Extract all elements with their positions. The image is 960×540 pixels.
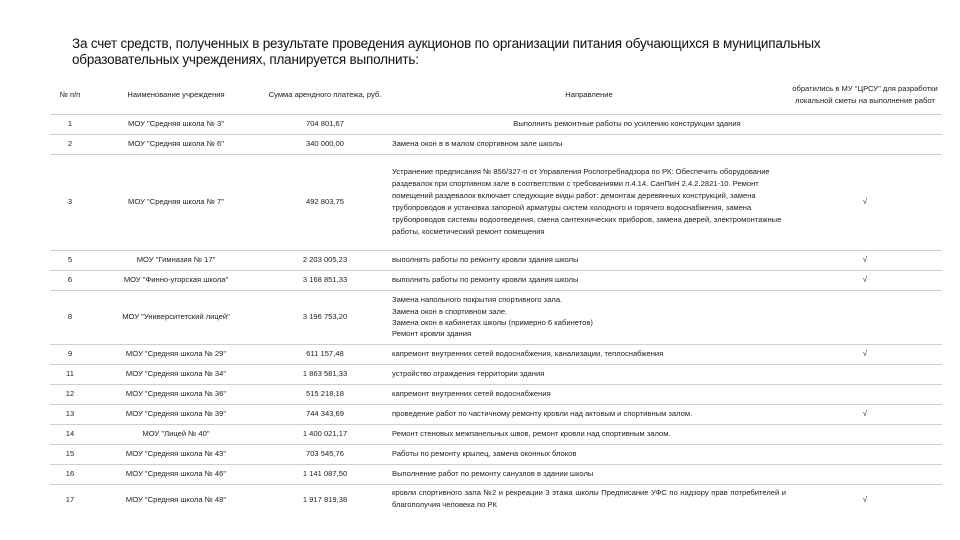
row-direction: Работы по ремонту крылец, замена оконных блоков	[388, 444, 788, 464]
row-num: 15	[50, 444, 90, 464]
row-num: 5	[50, 250, 90, 270]
row-direction: проведение работ по частичному ремонту кровли над актовым и спортивным залом.	[388, 404, 788, 424]
header-name: Наименование учреждения	[90, 76, 262, 114]
row-note: √	[788, 344, 942, 364]
row-note: √	[788, 154, 942, 250]
row-direction: Выполнить ремонтные работы по усилению конструкции здания	[388, 114, 788, 134]
row-name: МОУ "Средняя школа № 6"	[90, 134, 262, 154]
row-num: 8	[50, 290, 90, 344]
table-row	[50, 484, 942, 514]
table-header-row	[50, 76, 942, 114]
row-name: МОУ "Средняя школа № 7"	[90, 154, 262, 250]
row-sum: 1 400 021,17	[262, 424, 388, 444]
table-row	[50, 290, 942, 344]
row-sum: 1 863 581,33	[262, 364, 388, 384]
row-sum: 1 917 819,38	[262, 484, 388, 514]
row-name: МОУ "Средняя школа № 43"	[90, 444, 262, 464]
row-direction: выполнить работы по ремонту кровли здания школы	[388, 250, 788, 270]
row-name: МОУ "Средняя школа № 39"	[90, 404, 262, 424]
row-direction: Замена окон в в малом спортивном зале школы	[388, 134, 788, 154]
row-direction: устройство ограждения территории здания	[388, 364, 788, 384]
row-note	[788, 384, 942, 404]
row-name: МОУ "Средняя школа № 48"	[90, 484, 262, 514]
row-name: МОУ "Средняя школа № 36"	[90, 384, 262, 404]
row-sum: 703 545,76	[262, 444, 388, 464]
row-sum: 340 000,00	[262, 134, 388, 154]
row-sum: 1 141 087,50	[262, 464, 388, 484]
table-row	[50, 114, 942, 134]
row-sum: 3 168 851,33	[262, 270, 388, 290]
row-direction	[388, 290, 788, 344]
row-sum: 2 203 005,23	[262, 250, 388, 270]
row-note	[788, 290, 942, 344]
table-row	[50, 424, 942, 444]
row-num: 2	[50, 134, 90, 154]
row-sum: 515 218,18	[262, 384, 388, 404]
row-num: 17	[50, 484, 90, 514]
row-direction-line: Замена напольного покрытия спортивного зала.	[392, 295, 563, 305]
row-num: 12	[50, 384, 90, 404]
row-num: 6	[50, 270, 90, 290]
table-row	[50, 444, 942, 464]
row-name: МОУ "Средняя школа № 29"	[90, 344, 262, 364]
row-direction: Выполнение работ по ремонту санузлов в здании школы	[388, 464, 788, 484]
row-sum: 611 157,48	[262, 344, 388, 364]
row-num: 11	[50, 364, 90, 384]
row-note	[788, 444, 942, 464]
row-note	[788, 134, 942, 154]
row-direction: кровли спортивного зала №2 и рекреации 3 этажа школы Предписание УФС по надзору прав потребителей и благополучия человека по РК	[388, 484, 788, 514]
row-direction-line: Замена окон в кабинетах школы (примерно 6 кабинетов)	[392, 318, 593, 327]
row-sum: 704 801,67	[262, 114, 388, 134]
row-name: МОУ "Лицей № 40"	[90, 424, 262, 444]
table-row	[50, 404, 942, 424]
page-title: За счет средств, полученных в результате проведения аукционов по организации питания обучающихся в муниципальных образовательных учреждениях, планируется выполнить:	[72, 36, 821, 67]
row-num: 13	[50, 404, 90, 424]
table-row	[50, 134, 942, 154]
table-row	[50, 364, 942, 384]
table-row	[50, 344, 942, 364]
header-sum: Сумма арендного платежа, руб.	[262, 76, 388, 114]
row-num: 14	[50, 424, 90, 444]
works-table	[50, 76, 942, 514]
header-note: обратились в МУ "ЦРСУ" для разработки локальной сметы на выполнение работ	[788, 76, 942, 114]
row-note	[788, 364, 942, 384]
table-row	[50, 250, 942, 270]
row-note: √	[788, 404, 942, 424]
row-name: МОУ "Университетский лицей"	[90, 290, 262, 344]
row-direction-line: Замена окон в спортивном зале.	[392, 306, 508, 316]
row-note	[788, 424, 942, 444]
row-name: МОУ "Средняя школа № 46"	[90, 464, 262, 484]
row-num: 3	[50, 154, 90, 250]
row-note	[788, 464, 942, 484]
row-name: МОУ "Финно-угорская школа"	[90, 270, 262, 290]
header-direction: Направление	[388, 76, 788, 114]
table-row	[50, 384, 942, 404]
row-sum: 3 196 753,20	[262, 290, 388, 344]
row-name: МОУ "Средняя школа № 34"	[90, 364, 262, 384]
row-note: √	[788, 484, 942, 514]
row-sum: 744 343,69	[262, 404, 388, 424]
row-name: МОУ "Гимназия № 17"	[90, 250, 262, 270]
row-note: √	[788, 250, 942, 270]
table-row	[50, 154, 942, 250]
row-direction: капремонт внутренних сетей водоснабжения, канализации, теплоснабжения	[388, 344, 788, 364]
header-num: № п/п	[50, 76, 90, 114]
row-name: МОУ "Средняя школа № 3"	[90, 114, 262, 134]
row-direction: Ремонт стеновых межпанельных швов, ремонт кровли над спортивным залом.	[388, 424, 788, 444]
row-direction: Устранение предписания № 856/327-п от Управления Роспотребнадзора по РК: Обеспечить оборудование раздевалок при спортивном зале в соответствии с требованиями п.4.14. СанПиН 2.4.2.2821-10. Ремонт помещений раздевалок включает следующие виды работ: демонтаж деревянных конструкций, замена трубопроводов и установка запорной арматуры систем холодного и горячего водоснабжения, замена трубопроводов системы водоотведения, смена сантехнических приборов, замена дверей, электромонтажные работы, косметический ремонт помещения	[388, 154, 788, 250]
row-direction: капремонт внутренних сетей водоснабжения	[388, 384, 788, 404]
row-direction: выполнить работы по ремонту кровли здания школы	[388, 270, 788, 290]
row-num: 16	[50, 464, 90, 484]
table-row	[50, 464, 942, 484]
row-sum: 492 803,75	[262, 154, 388, 250]
row-direction-line: Ремонт кровли здания	[392, 329, 472, 339]
row-num: 1	[50, 114, 90, 134]
row-note: √	[788, 270, 942, 290]
row-note	[788, 114, 942, 134]
row-num: 9	[50, 344, 90, 364]
table-row	[50, 270, 942, 290]
